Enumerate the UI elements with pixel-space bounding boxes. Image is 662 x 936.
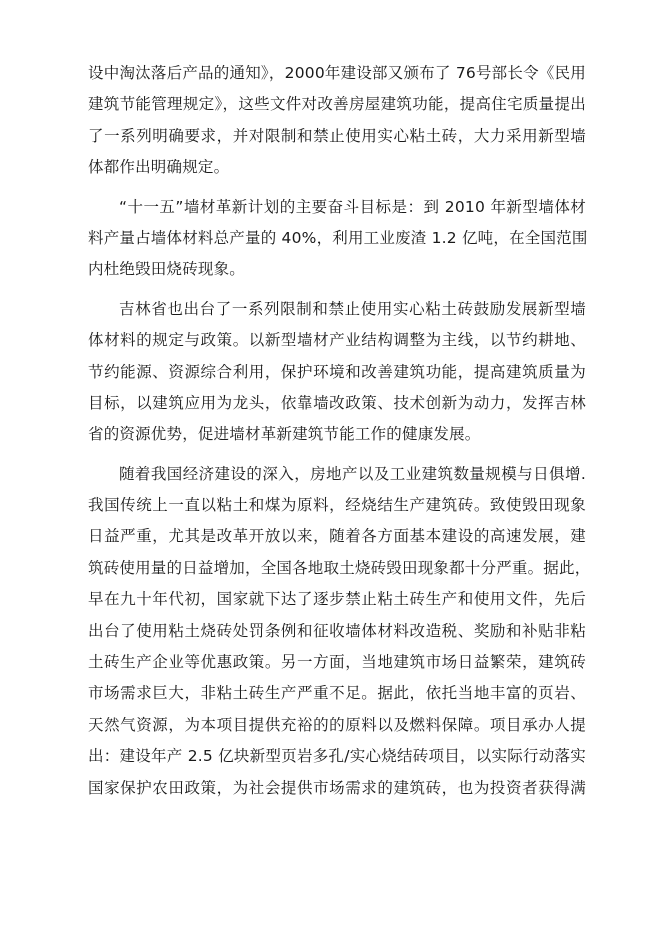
paragraph-jilin-policy [88,294,586,451]
text-line: 建筑节能管理规定》，这些文件对改善房屋建筑功能，提高住宅质量提出 [88,95,586,114]
paragraph-spacer [88,451,586,459]
text-line: 市场需求巨大，非粘土砖生产严重不足。据此，依托当地丰富的页岩、 [88,684,586,703]
body-text [88,58,591,804]
text-line: 随着我国经济建设的深入，房地产以及工业建筑数量规模与日俱增. [119,464,586,483]
paragraph-spacer [88,286,586,294]
text-line: 出：建设年产 2.5 亿块新型页岩多孔/实心烧结砖项目，以实际行动落实 [88,747,586,766]
text-line: 节约能源、资源综合利用，保护环境和改善建筑功能，提高建筑质量为 [88,362,586,381]
paragraph-policy-regulations [88,58,586,184]
text-line: 吉林省也出台了一系列限制和禁止使用实心粘土砖鼓励发展新型墙 [119,299,586,318]
text-line: 土砖生产企业等优惠政策。另一方面，当地建筑市场日益繁荣，建筑砖 [88,653,586,672]
text-line: 天然气资源，为本项目提供充裕的的原料以及燃料保障。项目承办人提 [88,715,586,734]
text-line: 早在九十年代初，国家就下达了逐步禁止粘土砖生产和使用文件，先后 [88,590,586,609]
text-line: 省的资源优势，促进墙材革新建筑节能工作的健康发展。 [88,425,481,444]
text-line: 我国传统上一直以粘土和煤为原料，经烧结生产建筑砖。致使毁田现象 [88,496,586,515]
text-line: 了一系列明确要求，并对限制和禁止使用实心粘土砖，大力采用新型墙 [88,126,586,145]
text-line: 体都作出明确规定。 [88,158,230,177]
text-line: 内杜绝毁田烧砖现象。 [88,260,246,279]
text-line: 体材料的规定与政策。以新型墙材产业结构调整为主线，以节约耕地、 [88,331,586,350]
text-line: 国家保护农田政策，为社会提供市场需求的建筑砖，也为投资者获得满 [88,778,586,797]
paragraph-five-year-plan [88,192,586,286]
text-line: 料产量占墙体材料总产量的 40%，利用工业废渣 1.2 亿吨，在全国范围 [88,228,588,247]
paragraph-project-background [88,459,591,804]
text-line: 日益严重，尤其是改革开放以来，随着各方面基本建设的高速发展，建 [88,527,586,546]
text-line: 筑砖使用量的日益增加，全国各地取土烧砖毁田现象都十分严重。据此， [88,558,591,577]
paragraph-spacer [88,184,586,192]
text-line: 目标，以建筑应用为龙头，依靠墙改政策、技术创新为动力，发挥吉林 [88,393,586,412]
text-line: 设中淘汰落后产品的通知》，2000年建设部又颁布了 76号部长令《民用 [88,64,586,82]
text-line: 出台了使用粘土烧砖处罚条例和征收墙体材料改造税、奖励和补贴非粘 [88,621,586,640]
text-line: “十一五”墙材革新计划的主要奋斗目标是：到 2010 年新型墙体材 [119,197,586,216]
